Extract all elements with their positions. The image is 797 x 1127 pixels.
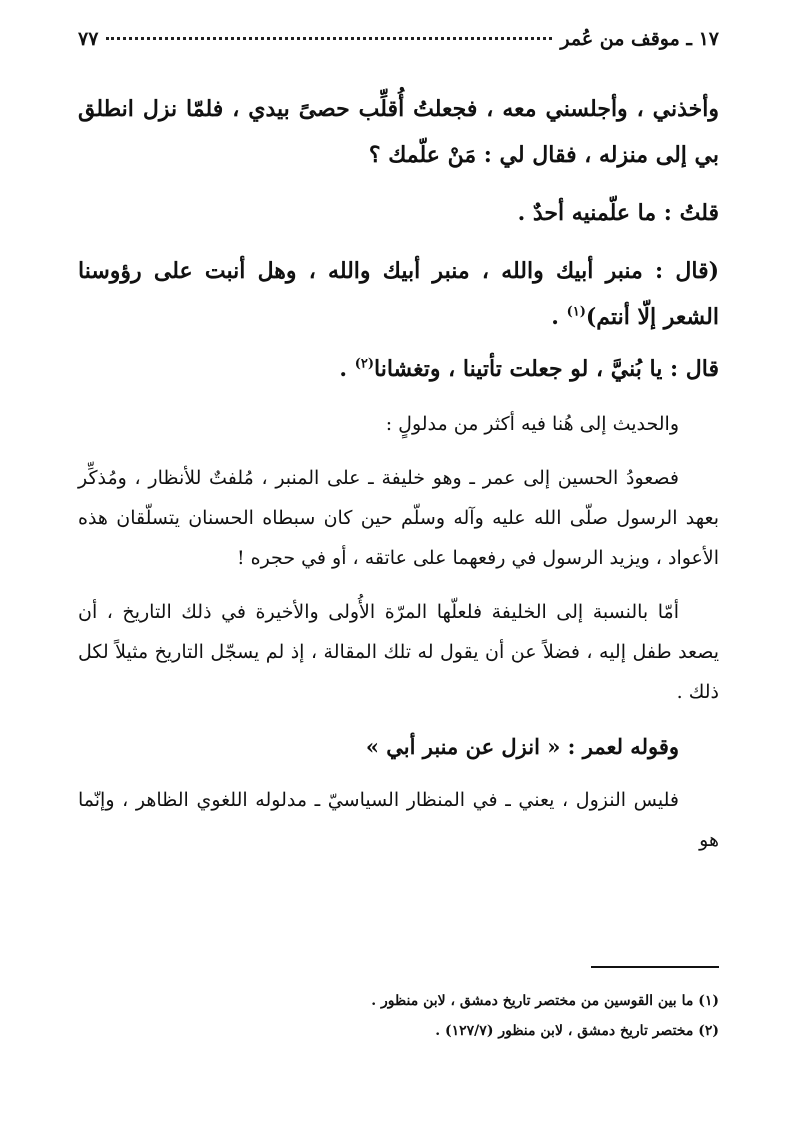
page-number: ٧٧ (78, 28, 99, 50)
footnote-ref-1: (١) (566, 304, 586, 320)
chapter-title: ١٧ ـ موقف من عُمر (560, 28, 719, 50)
body-paragraph-3: أمّا بالنسبة إلى الخليفة فلعلّها المرّة الأُولى والأخيرة في ذلك التاريخ ، أن يصعد طفل إليه ، فضلاً عن أن يقول له تلك المقالة ، إذ لم يسجّل التاريخ مثيلاً لكل ذلك . (78, 601, 719, 703)
footnotes (78, 986, 719, 1046)
body-paragraph-1: والحديث إلى هُنا فيه أكثر من مدلولٍ : (385, 413, 679, 435)
quote-3-end: . (551, 304, 567, 330)
header-dot-leader (106, 37, 552, 40)
quote-3-text: (قال : منبر أبيك والله ، منبر أبيك والله ، وهل أنبت على رؤوسنا الشعر إلّا أنتم) (78, 258, 719, 330)
quote-4-end: . (339, 356, 355, 382)
quote-paragraph-1: وأخذني ، وأجلسني معه ، فجعلتُ أُقلِّب حصىً بيدي ، فلمّا نزل انطلق بي إلى منزله ، فقال لي : مَنْ علّمك ؟ (78, 96, 719, 168)
section-subheading: وقوله لعمر : « انزل عن منبر أبي » (365, 734, 679, 759)
body-paragraph-2: فصعودُ الحسين إلى عمر ـ وهو خليفة ـ على المنبر ، مُلفتٌ للأنظار ، ومُذكِّر بعهد الرسول صلّى الله عليه وآله وسلّم حين كان سبطاه الحسنان يتسلّقان هذه الأعواد ، ويزيد الرسول في رفعهما على عاتقه ، أو في حجره ! (78, 467, 719, 569)
quote-4-text: قال : يا بُنيَّ ، لو جعلت تأتينا ، وتغشانا (374, 356, 719, 382)
footnote-separator (591, 966, 719, 968)
footnote-1: (١) ما بين القوسين من مختصر تاريخ دمشق ، لابن منظور . (371, 993, 719, 1009)
quote-paragraph-2: قلتُ : ما علّمنيه أحدٌ . (517, 200, 719, 226)
running-header (78, 28, 719, 50)
quote-paragraph-3 (78, 248, 719, 340)
quote-paragraph-4 (78, 346, 719, 392)
footnote-2: (٢) مختصر تاريخ دمشق ، لابن منظور (١٢٧/٧) . (435, 1023, 719, 1039)
footnote-ref-2: (٢) (354, 356, 374, 372)
body-paragraph-4: فليس النزول ، يعني ـ في المنظار السياسيّ ـ مدلوله اللغوي الظاهر ، وإنّما هو (78, 789, 719, 851)
page-body (78, 86, 719, 874)
